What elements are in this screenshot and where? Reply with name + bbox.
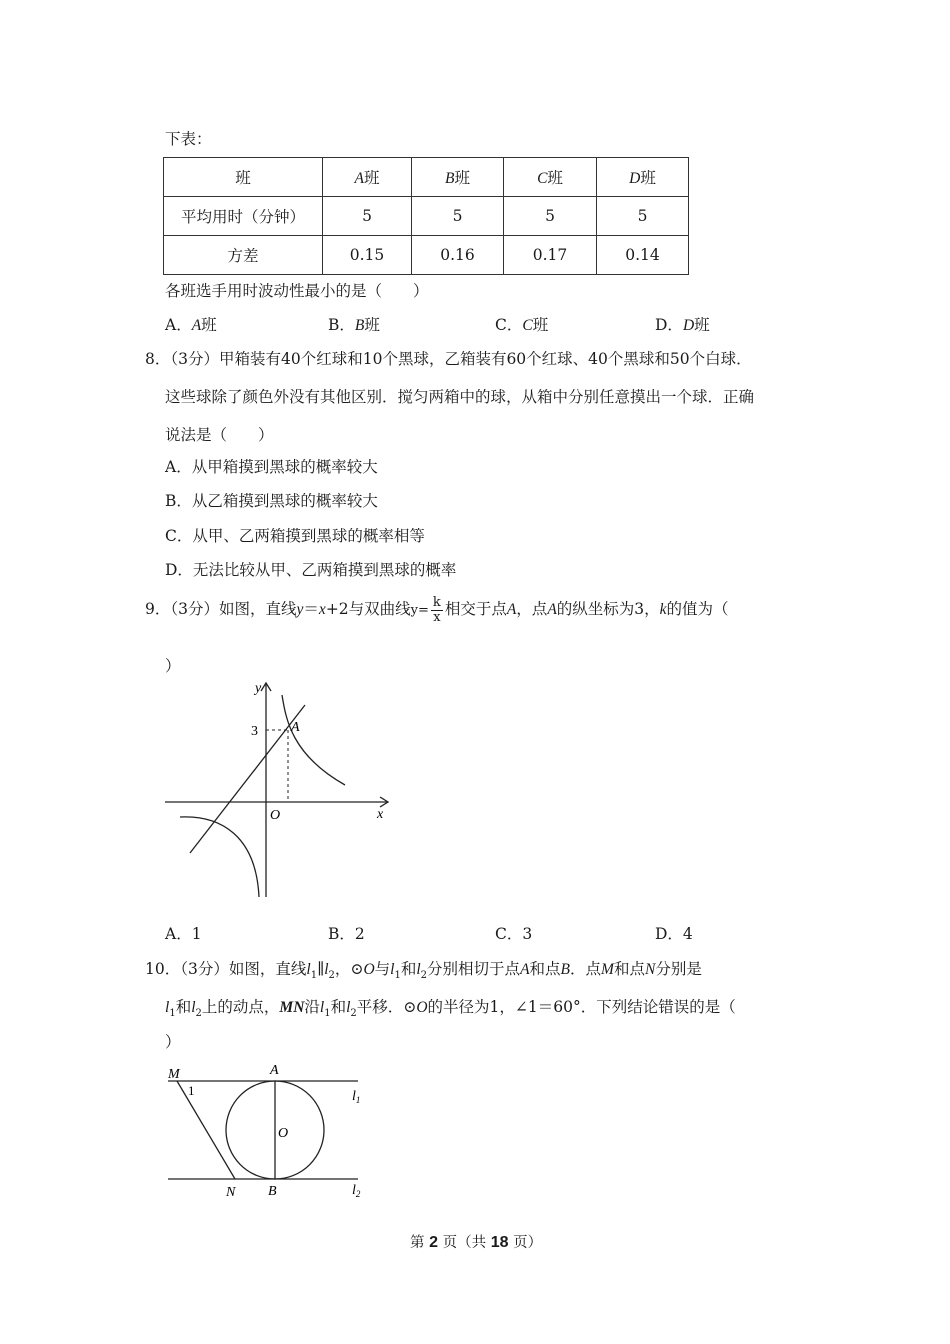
table-cell: 0.14 (597, 236, 689, 275)
q7-option-b: B．B班 (328, 316, 380, 334)
label-n: N (226, 1185, 236, 1200)
q7-option-d: D．D班 (655, 316, 710, 334)
label-m: M (168, 1067, 180, 1082)
table-cell: 5 (597, 197, 689, 236)
q10-figure (160, 1058, 375, 1208)
table-cell: 5 (504, 197, 597, 236)
origin-label: O (270, 808, 281, 823)
q9-line1: 9．（3分）如图，直线y＝x+2与双曲线y= $\frac{k}{x}$ 相交于点A，点A的纵坐标为3，k的值为（ (145, 594, 729, 625)
table-header-cell: D班 (597, 158, 689, 197)
q8-option-d: D．无法比较从甲、乙两箱摸到黑球的概率 (165, 561, 457, 579)
label-l1: $l_1$ (352, 1089, 361, 1105)
q8-line3: 说法是（ ） (165, 426, 274, 444)
table-header-cell: B班 (412, 158, 504, 197)
label-angle-1: 1 (188, 1083, 195, 1098)
label-b: B (268, 1184, 277, 1199)
x-label: x (377, 807, 384, 822)
q10-line1: 10．（3分）如图，直线$l_1\parallel l_2$，⊙O与$l_1$和$l_2$分别相切于点A和点B．点M和点N分别是 (145, 960, 702, 982)
y-label: y (255, 681, 262, 696)
intro-text: 下表： (165, 130, 212, 148)
q8-option-a: A．从甲箱摸到黑球的概率较大 (165, 458, 378, 476)
q8-option-c: C．从甲、乙两箱摸到黑球的概率相等 (165, 527, 425, 545)
q10-line2: $l_1$和$l_2$上的动点，MN沿$l_1$和$l_2$平移．⊙O的半径为1，∠1＝60°．下列结论错误的是（ (165, 998, 736, 1020)
table-header-cell: 班 (164, 158, 323, 197)
table-cell: 0.17 (504, 236, 597, 275)
stats-table (163, 157, 689, 275)
hyperbola-branch-1 (282, 695, 345, 785)
q9-option-a: A．1 (165, 925, 202, 943)
table-cell: 方差 (164, 236, 323, 275)
q9-option-c: C．3 (495, 925, 533, 943)
q9-option-d: D．4 (655, 925, 693, 943)
table-cell: 5 (412, 197, 504, 236)
q9-option-b: B．2 (328, 925, 365, 943)
q8-line1: 8．（3分）甲箱装有40个红球和10个黑球，乙箱装有60个红球、40个黑球和50个白球． (145, 350, 752, 368)
table-cell: 0.15 (323, 236, 412, 275)
tick-3-label: 3 (251, 724, 258, 739)
q7-option-a: A．A班 (165, 316, 217, 334)
q10-close-paren: ） (165, 1033, 181, 1051)
q9-figure (160, 675, 395, 905)
label-a: A (270, 1063, 279, 1078)
table-row (164, 158, 689, 197)
table-header-cell: A班 (323, 158, 412, 197)
q7-option-c: C．C班 (495, 316, 549, 334)
q9-close-paren: ） (165, 657, 181, 675)
label-o: O (278, 1126, 289, 1141)
hyperbola-branch-2 (180, 817, 259, 897)
q8-line2: 这些球除了颜色外没有其他区别．搅匀两箱中的球，从箱中分别任意摸出一个球．正确 (165, 388, 755, 406)
point-a-label: A (291, 720, 300, 735)
table-cell: 5 (323, 197, 412, 236)
page-footer: 第 2 页（共 18 页） (410, 1234, 543, 1251)
table-cell: 平均用时（分钟） (164, 197, 323, 236)
label-l2: $l_2$ (352, 1183, 361, 1199)
table-header-cell: C班 (504, 158, 597, 197)
table-row (164, 236, 689, 275)
fraction-k-over-x: $\frac{k}{x}$ (432, 594, 441, 625)
table-row (164, 197, 689, 236)
q7-question: 各班选手用时波动性最小的是（ ） (165, 282, 429, 300)
q8-option-b: B．从乙箱摸到黑球的概率较大 (165, 492, 378, 510)
table-cell: 0.16 (412, 236, 504, 275)
